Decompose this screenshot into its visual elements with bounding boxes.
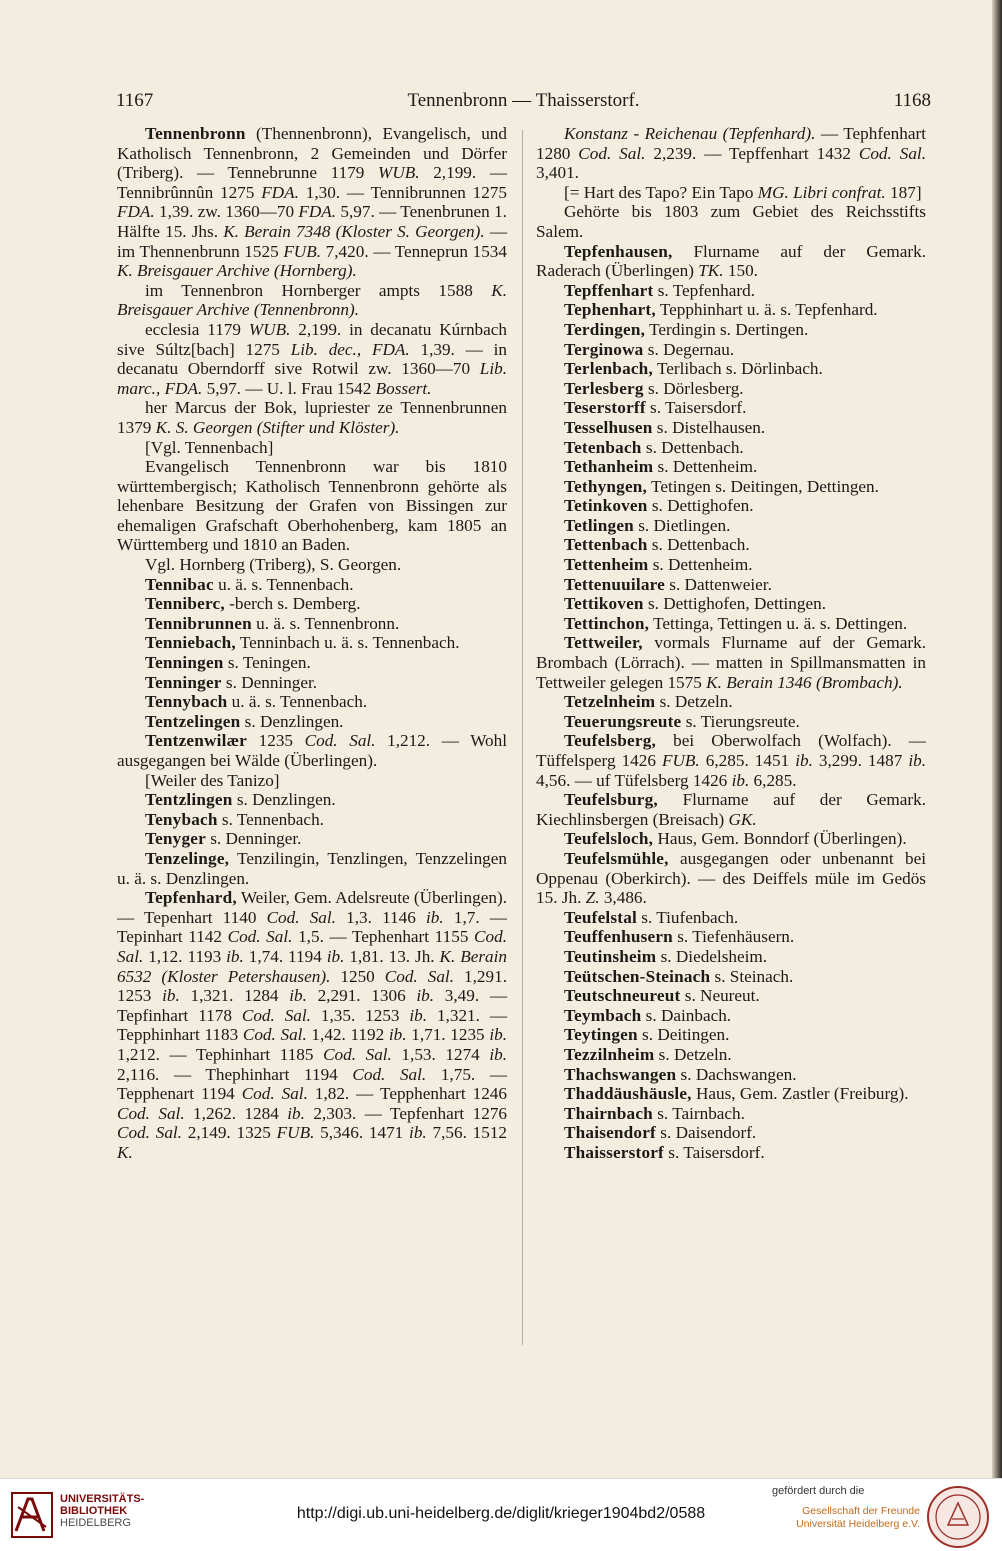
entry-headword: Teutschneureut <box>564 986 681 1006</box>
dictionary-entry <box>536 1104 926 1124</box>
entry-text: 2,239. — Tepffenhart 1432 <box>645 143 859 163</box>
entry-headword: Tentzenwilær <box>145 731 248 751</box>
entry-text: 1,30. — Tennibrunnen 1275 <box>298 182 507 202</box>
entry-headword: Tenzelinge, <box>145 848 230 868</box>
entry-text: ausgegangen oder unbenannt bei Oppenau (Oberkirch). — des Deiffels müle im Gedös 15. Jh. <box>536 848 926 908</box>
dictionary-entry <box>536 398 926 418</box>
entry-text: s. Degernau. <box>643 339 735 359</box>
entry-headword: Thaisserstorf <box>564 1142 664 1162</box>
entry-headword: Tetlingen <box>564 515 634 535</box>
column-divider <box>522 130 523 1345</box>
entry-headword: Terlenbach, <box>564 359 653 379</box>
entry-source: Lib. dec., FDA. <box>290 339 410 359</box>
entry-text: 1,53. 1274 <box>391 1044 490 1064</box>
dictionary-entry <box>536 790 926 829</box>
entry-text: s. Tairnbach. <box>652 1103 745 1123</box>
dictionary-entry <box>536 731 926 790</box>
entry-source: Cod. Sal. <box>266 907 336 927</box>
sponsor-label: gefördert durch die <box>772 1485 865 1497</box>
dictionary-entry <box>536 300 926 320</box>
entry-headword: Tezzilnheim <box>564 1044 655 1064</box>
dictionary-entry <box>536 692 926 712</box>
entry-headword: Teütschen-Steinach <box>564 966 711 986</box>
entry-text: u. ä. s. Tennenbronn. <box>251 613 400 633</box>
entry-text: 2,291. 1306 <box>306 986 417 1006</box>
entry-source: Cod. Sal. <box>858 143 926 163</box>
entry-headword: Teserstorff <box>564 398 646 418</box>
entry-text: 1,71. 1235 <box>406 1025 490 1045</box>
entry-source: Konstanz - Reichenau (Tepfenhard). <box>564 124 816 143</box>
entry-source: ib. <box>489 1025 507 1045</box>
dictionary-entry <box>117 790 507 810</box>
entry-headword: Tettenuuilare <box>564 574 665 594</box>
entry-text: Tettinga, Tettingen u. ä. s. Dettingen. <box>649 613 908 633</box>
entry-source: Cod. Sal. <box>304 731 376 751</box>
entry-headword: Thachswangen <box>564 1064 677 1084</box>
entry-headword: Tennenbronn <box>145 124 246 143</box>
entry-text: Flurname auf der Gemark. Raderach (Überlingen) <box>536 241 926 281</box>
entry-headword: Tenningen <box>145 653 224 673</box>
entry-headword: Tenyger <box>145 829 206 849</box>
entry-text: 3,486. <box>599 888 647 908</box>
entry-headword: Tettenbach <box>564 535 648 555</box>
entry-text: 3,299. 1487 <box>812 751 909 770</box>
entry-text: 3,401. <box>536 163 579 183</box>
entry-source: WUB. <box>248 319 291 339</box>
entry-text: (Thennenbronn), Evangelisch, und Katholisch Tennenbronn, 2 Gemeinden und Dörfer (Triberg). — Tennebrunne 1179 <box>117 124 507 183</box>
entry-text: 1,75. — Tepphenart 1194 <box>117 1064 507 1104</box>
dictionary-entry <box>536 594 926 614</box>
dictionary-entry <box>117 320 507 398</box>
entry-text: [Weiler des Tanizo] <box>145 770 280 790</box>
dictionary-entry <box>536 418 926 438</box>
dictionary-entry <box>536 947 926 967</box>
entry-headword: Tepfenhausen, <box>564 241 673 261</box>
entry-source: Cod. Sal. <box>241 1005 311 1025</box>
entry-headword: Teutinsheim <box>564 946 657 966</box>
entry-source: ib. <box>795 751 813 770</box>
entry-headword: Teufelsburg, <box>564 790 658 810</box>
entry-text: 2,303. — Tepfenhart 1276 <box>304 1103 508 1123</box>
entry-text: 1,35. 1253 <box>310 1005 410 1025</box>
entry-text: 1,12. 1193 <box>143 946 227 966</box>
dictionary-entry <box>536 1084 926 1104</box>
entry-text: s. Distelhausen. <box>652 417 766 437</box>
dictionary-entry <box>536 379 926 399</box>
entry-headword: Teufelsmühle, <box>564 848 669 868</box>
entry-text: 1,81. 13. Jh. <box>344 946 440 966</box>
entry-text: Terlibach s. Dörlinbach. <box>652 359 823 379</box>
entry-source: K. S. Georgen (Stifter und Klöster). <box>155 417 400 437</box>
page-edge-shadow <box>992 0 1002 1478</box>
entry-headword: Thaddäushäusle, <box>564 1084 692 1104</box>
entry-text: 2,199. in decanatu Kúrnbach sive Súltz[bach] 1275 <box>117 319 507 359</box>
entry-text: s. Dettenheim. <box>648 555 753 575</box>
dictionary-entry <box>117 731 507 770</box>
running-title: Tennenbronn — Thaisserstorf. <box>407 90 640 111</box>
library-name-line1: UNIVERSITÄTS- <box>60 1493 145 1505</box>
dictionary-entry <box>117 438 507 458</box>
entry-text: — im Thennenbrunn 1525 <box>117 221 508 261</box>
entry-headword: Tennibrunnen <box>145 613 252 633</box>
entry-headword: Tettweiler, <box>564 633 643 653</box>
entry-source: FUB. <box>662 751 700 770</box>
entry-headword: Tetzelnheim <box>564 692 656 712</box>
dictionary-entry <box>536 477 926 497</box>
dictionary-entry <box>536 1123 926 1143</box>
entry-text: s. Taisersdorf. <box>664 1142 765 1162</box>
entry-text: 1,212. — Tephinhart 1185 <box>117 1044 324 1064</box>
entry-text: s. Dettenheim. <box>653 457 758 477</box>
entry-source: ib. <box>226 946 244 966</box>
footer-bar <box>0 1478 1002 1551</box>
entry-text: s. Denninger. <box>205 829 302 849</box>
entry-text: — Tephfenhart 1280 <box>536 124 926 163</box>
entry-text: 5,97. — Tenenbrunen 1. Hälfte 15. Jhs. <box>117 202 507 241</box>
entry-text: s. Dattenweier. <box>664 574 772 594</box>
entry-headword: Tentzlingen <box>145 790 233 810</box>
dictionary-entry <box>536 927 926 947</box>
entry-text: Terdingin s. Dertingen. <box>645 319 809 339</box>
entry-source: ib. <box>908 751 927 770</box>
entry-text: u. ä. s. Tennenbach. <box>213 574 354 594</box>
entry-headword: Tenniberc, <box>145 594 225 614</box>
entry-source: K. Breisgauer Archive (Tennenbronn). <box>117 280 507 320</box>
dictionary-entry <box>536 575 926 595</box>
library-name-line3: HEIDELBERG <box>60 1517 131 1529</box>
entry-source: ib. <box>409 1123 427 1143</box>
entry-headword: Tepffenhart <box>564 280 654 300</box>
entry-text: s. Daisendorf. <box>655 1123 757 1143</box>
entry-headword: Tenninger <box>145 672 222 692</box>
entry-headword: Thairnbach <box>564 1103 653 1123</box>
dictionary-entry <box>536 614 926 634</box>
entry-text: 7,420. — Tenneprun 1534 <box>321 241 507 261</box>
entry-text: 1250 <box>330 966 385 986</box>
entry-text: 1,3. 1146 <box>335 907 427 927</box>
entry-text: 4,56. — uf Tüfelsberg 1426 <box>536 770 732 790</box>
entry-headword: Teuffenhusern <box>564 927 673 947</box>
entry-text: 1,5. — Tephenhart 1155 <box>292 927 475 947</box>
entry-text: 3,49. — Tepfinhart 1178 <box>117 986 508 1025</box>
entry-source: Cod. Sal. <box>241 1084 308 1104</box>
entry-source: Cod. Sal. <box>117 1123 182 1143</box>
entry-headword: Terdingen, <box>564 319 646 339</box>
dictionary-entry <box>117 633 507 653</box>
entry-text: 1,212. — Wohl ausgegangen bei Wälde (Überlingen). <box>117 731 507 770</box>
entry-text: s. Taisersdorf. <box>645 398 747 418</box>
entry-text: im Tennenbron Hornberger ampts 1588 <box>145 280 492 300</box>
entry-text: Haus, Gem. Zastler (Freiburg). <box>691 1084 909 1104</box>
dictionary-entry <box>536 496 926 516</box>
entry-text: Flurname auf der Gemark. Kiechlinsbergen (Breisach) <box>536 790 926 829</box>
entry-text: Weiler, Gem. Adelsreute (Überlingen). — Tepenhart 1140 <box>117 888 507 927</box>
entry-source: ib. <box>287 1103 305 1123</box>
entry-source: ib. <box>489 1044 507 1064</box>
entry-source: Cod. Sal. <box>578 143 646 163</box>
entry-text: s. Denninger. <box>221 672 318 692</box>
entry-text: 1,262. 1284 <box>184 1103 288 1123</box>
dictionary-entry <box>117 829 507 849</box>
entry-source: TK. <box>698 261 724 281</box>
entry-text: Evangelisch Tennenbronn war bis 1810 württembergisch; Katholisch Tennenbronn gehörte als lehenbare Besitzung der Grafen von Bissingen zur ehemaligen Grafschaft Oberhohenberg, kam 1805 an Württemberg und 1810 an Baden. <box>117 457 507 555</box>
entry-source: Cod. Sal. <box>323 1044 392 1064</box>
entry-text: s. Dachswangen. <box>676 1064 797 1084</box>
dictionary-entry <box>536 1065 926 1085</box>
dictionary-entry <box>536 242 926 281</box>
entry-source: K. Berain 1346 (Brombach). <box>706 672 903 692</box>
dictionary-entry <box>117 888 507 1162</box>
entry-headword: Tennybach <box>145 692 228 712</box>
dictionary-entry <box>536 124 926 183</box>
entry-text: s. Detzeln. <box>655 692 733 712</box>
entry-text: s. Denzlingen. <box>232 790 336 810</box>
entry-source: Cod. Sal. <box>117 1103 185 1123</box>
entry-text: s. Tennenbach. <box>217 809 324 829</box>
university-seal-icon <box>926 1485 990 1549</box>
dictionary-entry <box>117 673 507 693</box>
entry-text: Tenninbach u. ä. s. Tennenbach. <box>235 633 460 653</box>
dictionary-entry <box>536 908 926 928</box>
entry-text: s. Neureut. <box>680 986 760 1006</box>
entry-text: s. Dietlingen. <box>633 515 731 535</box>
entry-source: ib. <box>388 1025 407 1045</box>
dictionary-entry <box>117 692 507 712</box>
entry-source: FDA. <box>261 182 299 202</box>
entry-source: Cod. Sal. <box>242 1025 307 1045</box>
entry-source: ib. <box>426 907 444 927</box>
entry-text: s. Dettenbach. <box>641 437 744 457</box>
entry-headword: Teufelsloch, <box>564 829 654 849</box>
entry-headword: Teuerungsreute <box>564 711 682 731</box>
entry-text: s. Teningen. <box>223 653 311 673</box>
entry-headword: Teytingen <box>564 1025 638 1045</box>
entry-source: K. Berain 6532 (Kloster Petershausen). <box>117 946 507 986</box>
dictionary-entry <box>536 986 926 1006</box>
sponsor-name <box>780 1505 920 1531</box>
dictionary-entry <box>536 712 926 732</box>
dictionary-entry <box>117 653 507 673</box>
entry-source: WUB. <box>378 163 420 183</box>
dictionary-entry <box>536 183 926 203</box>
dictionary-entry <box>117 849 507 888</box>
entry-source: FUB. <box>283 241 322 261</box>
dictionary-entry <box>536 202 926 241</box>
entry-text: Vgl. Hornberg (Triberg), S. Georgen. <box>145 555 402 575</box>
entry-source: ib. <box>416 986 435 1006</box>
entry-source: Cod. Sal. <box>117 927 507 966</box>
entry-text: 5,346. 1471 <box>314 1123 410 1143</box>
entry-text: s. Tepfenhard. <box>653 280 755 300</box>
entry-source: ib. <box>162 986 180 1006</box>
dictionary-entry <box>117 614 507 634</box>
entry-headword: Teufelsberg, <box>564 731 656 751</box>
dictionary-entry <box>536 438 926 458</box>
entry-text: 1,7. — Tepinhart 1142 <box>117 907 507 947</box>
entry-text: Tetingen s. Deitingen, Dettingen. <box>647 476 879 496</box>
entry-text: 6,285. 1451 <box>699 751 796 770</box>
entry-text: u. ä. s. Tennenbach. <box>227 692 368 712</box>
entry-text: 5,97. — U. l. Frau 1542 <box>202 378 376 398</box>
entry-headword: Tesselhusen <box>564 417 653 437</box>
running-header <box>116 90 931 118</box>
dictionary-entry <box>536 633 926 692</box>
dictionary-entry <box>117 281 507 320</box>
entry-headword: Tettinchon, <box>564 613 650 633</box>
dictionary-entry <box>536 320 926 340</box>
entry-text: her Marcus der Bok, lupriester ze Tennenbrunnen 1379 <box>117 398 507 437</box>
entry-text: s. Deitingen. <box>637 1025 730 1045</box>
entry-text: vormals Flurname auf der Gemark. Brombach (Lörrach). — matten in Spillmansmatten in Tettweiler gelegen 1575 <box>536 633 926 692</box>
entry-text: 1,74. 1194 <box>243 946 327 966</box>
entry-text: Gehörte bis 1803 zum Gebiet des Reichsstifts Salem. <box>536 202 926 241</box>
entry-text: ecclesia 1179 <box>145 319 249 339</box>
entry-text: s. Denzlingen. <box>240 711 344 731</box>
entry-source: K. <box>117 1142 133 1162</box>
entry-headword: Tetenbach <box>564 437 642 457</box>
dictionary-entry <box>536 849 926 908</box>
entry-source: ib. <box>731 770 750 790</box>
entry-headword: Tettikoven <box>564 594 644 614</box>
entry-headword: Tennibac <box>145 574 214 594</box>
entry-text: s. Dettighofen. <box>647 496 754 516</box>
dictionary-entry <box>117 594 507 614</box>
left-column <box>117 124 507 1162</box>
dictionary-entry <box>536 1006 926 1026</box>
entry-text: s. Diedelsheim. <box>656 946 768 966</box>
entry-source: MG. Libri confrat. <box>757 182 886 202</box>
entry-text: 1,321. 1284 <box>179 986 290 1006</box>
entry-text: s. Dörlesberg. <box>643 378 744 398</box>
entry-source: FDA. <box>117 202 155 222</box>
dictionary-entry <box>536 967 926 987</box>
entry-text: 6,285. <box>749 770 797 790</box>
entry-text: 150. <box>723 261 758 281</box>
sponsor-name-line1: Gesellschaft der Freunde <box>802 1505 920 1517</box>
dictionary-entry <box>536 281 926 301</box>
entry-headword: Tenybach <box>145 809 218 829</box>
dictionary-entry <box>536 359 926 379</box>
entry-headword: Thaisendorf <box>564 1123 656 1143</box>
entry-source: ib. <box>289 986 307 1006</box>
entry-source: Bossert. <box>375 378 432 398</box>
dictionary-entry <box>117 555 507 575</box>
entry-text: s. Steinach. <box>710 966 794 986</box>
entry-text: s. Tiefenhäusern. <box>672 927 795 947</box>
entry-headword: Tetinkoven <box>564 496 648 516</box>
entry-text: s. Detzeln. <box>654 1044 732 1064</box>
entry-text: [Vgl. Tennenbach] <box>145 437 274 457</box>
entry-source: Cod. Sal. <box>384 966 455 986</box>
entry-headword: Terginowa <box>564 339 644 359</box>
entry-headword: Teymbach <box>564 1005 642 1025</box>
dictionary-entry <box>536 1025 926 1045</box>
entry-headword: Tethyngen, <box>564 476 648 496</box>
dictionary-entry <box>117 771 507 791</box>
entry-text: 1,291. 1253 <box>117 966 507 1006</box>
entry-headword: Tenniebach, <box>145 633 236 653</box>
entry-headword: Tephenhart, <box>564 300 656 320</box>
entry-source: Lib. marc., FDA. <box>117 359 507 398</box>
entry-text: s. Dainbach. <box>641 1005 732 1025</box>
entry-headword: Tettenheim <box>564 555 649 575</box>
dictionary-entry <box>117 124 507 281</box>
entry-source: FUB. <box>276 1123 315 1143</box>
entry-source: ib. <box>326 946 345 966</box>
entry-text: bei Oberwolfach (Wolfach). — Tüffelsperg 1426 <box>536 731 926 770</box>
entry-text: Tenzilingin, Tenzlingen, Tenzzelingen u. ä. s. Denzlingen. <box>117 848 507 888</box>
entry-text: s. Dettenbach. <box>647 535 750 555</box>
dictionary-entry <box>536 829 926 849</box>
library-name-line2: BIBLIOTHEK <box>60 1505 128 1517</box>
dictionary-entry <box>536 516 926 536</box>
entry-text: 2,149. 1325 <box>181 1123 277 1143</box>
entry-text: s. Tiufenbach. <box>636 907 739 927</box>
entry-headword: Terlesberg <box>564 378 644 398</box>
entry-text: 2,199. — Tennibrûnnûn 1275 <box>117 163 508 202</box>
entry-source: GK. <box>728 809 757 829</box>
entry-text: 1,39. — in decanatu Oberndorff sive Rotwil zw. 1360—70 <box>117 339 507 379</box>
sponsor-name-line2: Universität Heidelberg e.V. <box>796 1518 920 1530</box>
dictionary-entry <box>536 1143 926 1163</box>
entry-text: Haus, Gem. Bonndorf (Überlingen). <box>653 829 907 849</box>
dictionary-entry <box>536 457 926 477</box>
entry-text: 187] <box>885 182 922 202</box>
entry-text: 1,321. — Tepphinhart 1183 <box>117 1005 507 1045</box>
entry-text: 1235 <box>247 731 305 751</box>
dictionary-entry <box>536 1045 926 1065</box>
permalink-url[interactable]: http://digi.ub.uni-heidelberg.de/diglit/krieger1904bd2/0588 <box>296 1505 706 1522</box>
entry-headword: Tepfenhard, <box>145 888 237 908</box>
entry-text: 1,82. — Tepphenhart 1246 <box>307 1084 507 1104</box>
entry-text: 1,39. zw. 1360—70 <box>154 202 299 222</box>
page-number-right: 1168 <box>893 90 931 111</box>
entry-headword: Tentzelingen <box>145 711 241 731</box>
entry-source: FDA. <box>298 202 337 222</box>
entry-source: K. Berain 7348 (Kloster S. Georgen). <box>223 221 485 241</box>
dictionary-entry <box>117 398 507 437</box>
right-column <box>536 124 926 1162</box>
entry-source: Cod. Sal. <box>227 927 293 947</box>
entry-source: K. Breisgauer Archive (Hornberg). <box>117 261 357 281</box>
entry-text: s. Dettighofen, Dettingen. <box>643 594 827 614</box>
entry-text: [= Hart des Tapo? Ein Tapo <box>564 182 758 202</box>
entry-source: Z. <box>585 888 600 908</box>
dictionary-entry <box>536 340 926 360</box>
entry-text: 1,42. 1192 <box>306 1025 389 1045</box>
entry-headword: Teufelstal <box>564 907 637 927</box>
entry-text: Tepphinhart u. ä. s. Tepfenhard. <box>655 300 878 320</box>
entry-text: s. Tierungsreute. <box>681 711 800 731</box>
entry-source: Cod. Sal. <box>352 1064 427 1084</box>
dictionary-entry <box>117 810 507 830</box>
dictionary-entry <box>536 555 926 575</box>
dictionary-entry <box>117 575 507 595</box>
entry-text: -berch s. Demberg. <box>224 594 361 614</box>
entry-source: ib. <box>409 1005 428 1025</box>
entry-text: 2,116. — Thephinhart 1194 <box>117 1064 353 1084</box>
dictionary-entry <box>117 457 507 555</box>
entry-headword: Tethanheim <box>564 457 654 477</box>
page-number-left: 1167 <box>116 90 154 111</box>
dictionary-entry <box>536 535 926 555</box>
entry-text: 7,56. 1512 <box>426 1123 508 1143</box>
dictionary-entry <box>117 712 507 732</box>
